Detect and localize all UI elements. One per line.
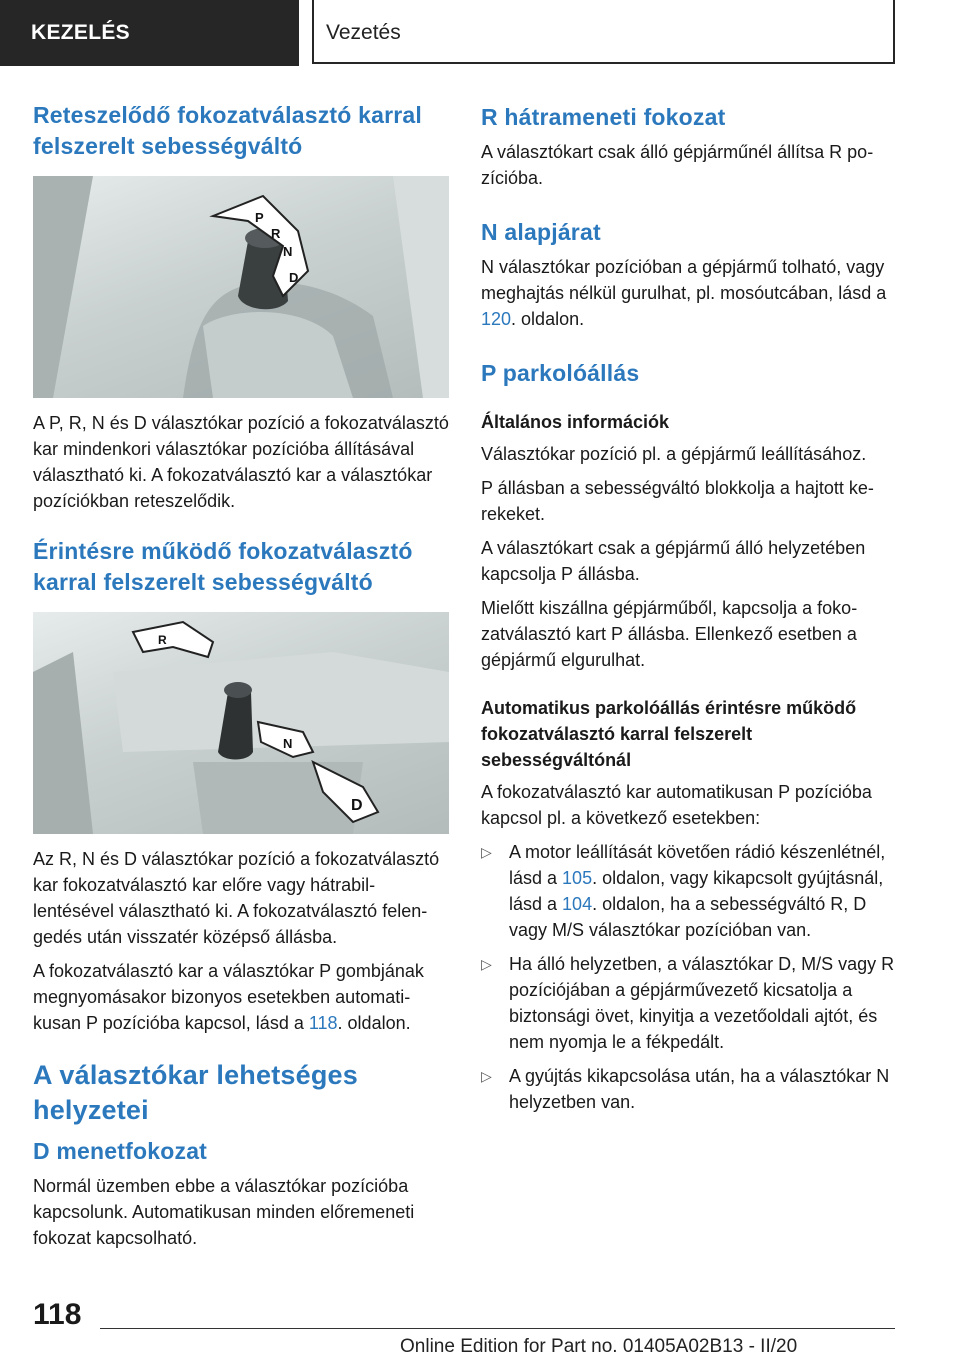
heading-r-gear: R hátrameneti fokozat: [481, 104, 726, 130]
heading-p-park: P parkolóállás: [481, 360, 640, 386]
triangle-bullet-icon: ▷: [481, 956, 492, 972]
page-header: [0, 0, 960, 66]
footer-divider: [100, 1328, 895, 1329]
touch-lever-illustration: [33, 612, 449, 834]
page-link-105[interactable]: 105: [562, 868, 593, 888]
paragraph-general-4: Mielőtt kiszállna gépjárműből, kapcsolja a fokozatválasztó kart P állásba. Ellenkező esetben a gépjármű elgurulhat.: [481, 598, 858, 670]
heading-auto-park: Automatikus parkolóállás érintésre működő fokozatválasztó karral felszerelt sebességváltónál: [481, 698, 857, 770]
label-n: N: [283, 736, 293, 751]
paragraph-general-3: A választókart csak a gépjármű álló helyzetében kapcsolja P állásba.: [481, 538, 866, 584]
list-item: ▷ A motor leállítását követően rádió készenlétnél, lásd a 105. oldalon, vagy kikapcsolt gyújtásnál, lásd a 104. oldalon, ha a sebességváltó R, D vagy M/S választókar pozícióban van.: [481, 839, 897, 943]
paragraph-general-2: P állásban a sebességváltó blokkolja a hajtott kerekeket.: [481, 478, 874, 524]
page-link-118[interactable]: 118: [308, 1013, 338, 1033]
heading-d-gear: D menetfokozat: [33, 1138, 208, 1164]
chapter-title: Vezetés: [312, 0, 895, 64]
label-p: P: [255, 210, 264, 225]
page-link-104[interactable]: 104: [562, 894, 593, 914]
heading-n-gear: N alapjárat: [481, 219, 601, 245]
list-item: ▷ A gyújtás kikapcsolása után, ha a választókar N helyzetben van.: [481, 1063, 897, 1115]
label-d: D: [351, 797, 363, 814]
paragraph-touch-1: Az R, N és D választókar pozíció a fokozatválasztó kar fokozatválasztó kar előre vagy hátrabillentésével választható ki. A fokozatválasztó felengedés után visszatér középső állásba.: [33, 849, 440, 947]
section-tab: KEZELÉS: [0, 0, 299, 66]
triangle-bullet-icon: ▷: [481, 1068, 492, 1084]
list-item: ▷ Ha álló helyzetben, a választókar D, M/S vagy R pozíciójában a gépjárművezető kicsatolja a biztonsági övet, kinyitja a vezetőoldali ajtót, és nem nyomja le a fékpedált.: [481, 951, 897, 1055]
label-r: R: [271, 226, 281, 241]
paragraph-r-gear: A választókart csak álló gépjárműnél állítsa R pozícióba.: [481, 142, 874, 188]
figure-touch-selector: [33, 612, 449, 834]
right-column: [481, 100, 897, 1123]
paragraph-locking: A P, R, N és D választókar pozíció a fokozatválasztó kar mindenkori választókar pozícióba állításával választható ki. A fokozatválasztó kar a választókar pozíciókban reteszelődik.: [33, 413, 449, 511]
paragraph-n-gear: N választókar pozícióban a gépjármű tolható, vagy meghajtás nélkül gurulhat, pl. mosóutcában, lásd a 120. oldalon.: [481, 257, 887, 329]
triangle-bullet-icon: ▷: [481, 844, 492, 860]
gear-lever-illustration: [33, 176, 449, 398]
page-number: 118: [33, 1298, 82, 1331]
label-n: N: [283, 244, 293, 259]
heading-touch-selector: Érintésre működő fokozatválasztó karral felszerelt sebességváltó: [33, 538, 413, 595]
label-d: D: [289, 270, 299, 285]
auto-park-list: [481, 839, 897, 1115]
paragraph-d-gear: Normál üzemben ebbe a választókar pozícióba kapcsolunk. Automatikusan minden előremeneti fokozat kapcsolható.: [33, 1176, 415, 1248]
label-r: R: [158, 633, 167, 647]
edition-note: Online Edition for Part no. 01405A02B13 - II/20: [400, 1336, 798, 1357]
heading-locking-selector: Reteszelődő fokozatválasztó karral felszerelt sebességváltó: [33, 102, 422, 159]
left-column: [33, 100, 449, 1259]
figure-locking-selector: [33, 176, 449, 398]
heading-positions: A választókar lehetséges helyzetei: [33, 1060, 358, 1125]
paragraph-touch-2: A fokozatválasztó kar a választókar P gombjának megnyomásakor bizonyos esetekben automatikusan P pozícióba kapcsol, lásd a 118. oldalon.: [33, 961, 424, 1033]
heading-general-info: Általános információk: [481, 412, 670, 432]
paragraph-general-1: Választókar pozíció pl. a gépjármű leállításához.: [481, 444, 867, 464]
paragraph-auto-park: A fokozatválasztó kar automatikusan P pozícióba kapcsol pl. a következő esetekben:: [481, 782, 872, 828]
page-link-120[interactable]: 120: [481, 309, 512, 329]
